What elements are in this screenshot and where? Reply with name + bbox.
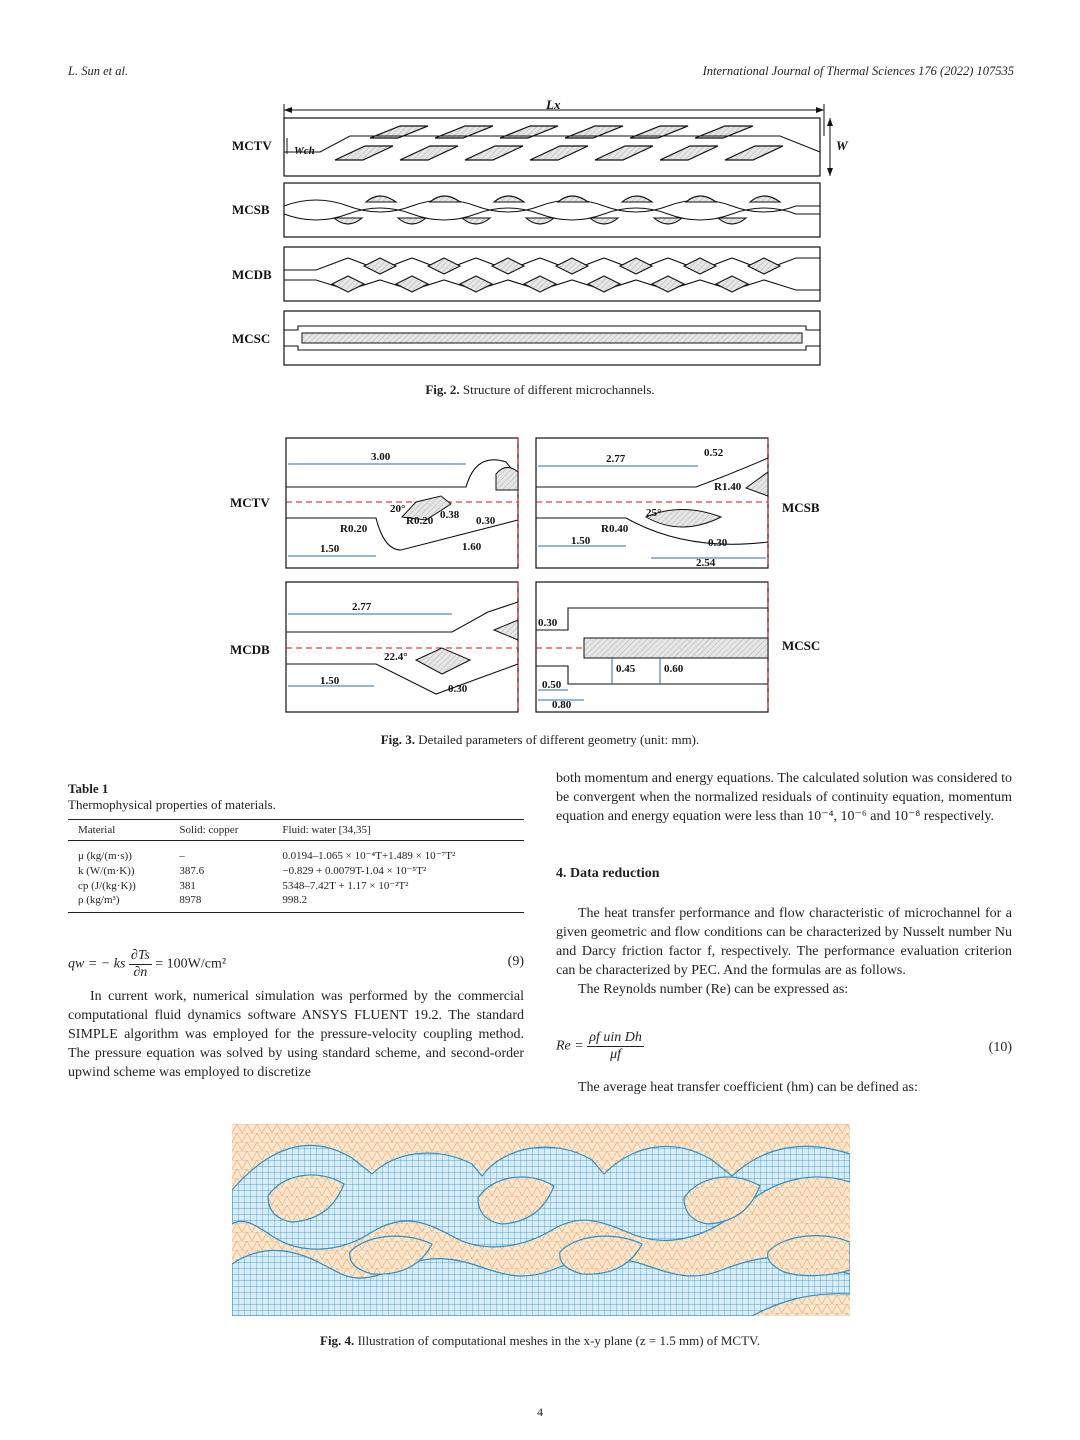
eq10-numerator: ρf uin Dh: [589, 1030, 642, 1045]
equation-9-math: [68, 948, 226, 981]
table-cell: 8978: [179, 894, 202, 906]
equation-10-number: (10): [988, 1040, 1012, 1055]
dim-w: W: [836, 138, 848, 153]
fig4-caption-label: Fig. 4.: [320, 1333, 355, 1348]
mcsb-dim-5: R0.40: [601, 523, 629, 535]
fig3-caption-label: Fig. 3.: [380, 732, 416, 747]
left-column-text: [68, 987, 524, 1082]
fig2-label-mcsc: MCSC: [232, 331, 271, 346]
mctv-dim-7: 1.50: [320, 543, 340, 555]
mcsb-dim-4: 25°: [646, 507, 662, 519]
properties-table: [68, 819, 524, 913]
table-title: Table 1: [68, 781, 109, 796]
table-cell: 381: [179, 879, 196, 892]
right-column-text-bottom: [556, 1078, 1012, 1097]
table-cell: 5348–7.42T + 1.17 × 10⁻²T²: [282, 880, 409, 892]
mcdb-dim-2: 22.4°: [384, 651, 408, 663]
equation-9: [68, 948, 524, 978]
table-row: [68, 893, 524, 913]
fig2-label-mctv: MCTV: [232, 138, 272, 153]
fig2-caption: [0, 382, 1080, 398]
mctv-dim-6: R0.20: [340, 523, 368, 535]
fig4-caption: [0, 1333, 1080, 1349]
fig3-caption-text: Detailed parameters of different geometry (unit: mm).: [418, 732, 700, 747]
eq9-lhs: qw = − ks: [68, 956, 126, 972]
table-header-cell: Material: [78, 824, 116, 836]
mctv-dim-2: 20°: [390, 503, 406, 515]
mctv-dim-4: 0.38: [440, 509, 460, 521]
fig2-label-mcsb: MCSB: [232, 202, 270, 217]
dim-lx: Lx: [546, 98, 561, 112]
mctv-dim-8: 1.60: [462, 541, 482, 553]
eq10-denominator: μf: [610, 1047, 621, 1062]
paragraph: The heat transfer performance and flow characteristic of microchannel for a given geometric and flow conditions can be characterized by Nusselt number Nu and Darcy friction factor f, respectively. The performance evaluation criterion can be characterized by PEC. And the formulas are as follows.: [556, 906, 1012, 978]
fig3-label-mcsc: MCSC: [782, 638, 821, 653]
fig3-caption: [0, 732, 1080, 748]
figure-2: [220, 98, 860, 378]
table-row: [68, 863, 524, 878]
table-cell: −0.829 + 0.0079T-1.04 × 10⁻⁵T²: [282, 865, 427, 877]
table-cell: –: [179, 849, 185, 862]
eq9-fraction: [129, 948, 152, 981]
fig3-label-mcdb: MCDB: [230, 642, 270, 657]
mctv-dim-5: 0.30: [476, 515, 496, 527]
fig2-caption-text: Structure of different microchannels.: [462, 382, 655, 397]
mcsb-dim-1: 2.77: [606, 453, 626, 465]
paragraph: The average heat transfer coefficient (hm) can be defined as:: [578, 1080, 918, 1095]
figure-4-mesh: [232, 1124, 850, 1316]
mcsb-dim-7: 0.30: [708, 537, 728, 549]
table-header-cell: Fluid: water [34,35]: [282, 824, 371, 836]
fig3-label-mcsb: MCSB: [782, 500, 820, 515]
table-header-cell: Solid: copper: [179, 824, 239, 836]
mcdb-dim-3: 1.50: [320, 675, 340, 687]
mcsc-dim-3: 0.60: [664, 663, 684, 675]
mcsc-dim-1: 0.30: [538, 617, 558, 629]
equation-10: [556, 1030, 1012, 1070]
section-heading: 4. Data reduction: [556, 866, 660, 881]
mcsb-dim-6: 1.50: [571, 535, 591, 547]
running-header-authors: L. Sun et al.: [68, 64, 129, 78]
equation-9-number: (9): [507, 954, 524, 969]
mcdb-dim-1: 2.77: [352, 601, 372, 613]
paragraph: The Reynolds number (Re) can be expressed as:: [578, 982, 849, 997]
dim-wch: Wch: [294, 145, 315, 157]
mcsc-dim-5: 0.80: [552, 699, 572, 711]
mcsb-dim-3: R1.40: [714, 481, 742, 493]
right-column-text-top: [556, 769, 1012, 826]
mctv-dim-3: R0.20: [406, 515, 434, 527]
figure-3: [226, 432, 836, 722]
right-column-text-mid: [556, 904, 1012, 999]
eq9-numerator: ∂Ts: [130, 948, 150, 963]
eq9-rhs: = 100W/cm²: [155, 956, 227, 972]
fig3-label-mctv: MCTV: [230, 495, 270, 510]
table-row: [68, 878, 524, 893]
eq10-lhs: Re =: [556, 1038, 584, 1054]
table-subtitle: Thermophysical properties of materials.: [68, 797, 276, 812]
eq10-fraction: [587, 1030, 644, 1063]
fig2-caption-label: Fig. 2.: [425, 382, 460, 397]
mcsc-dim-2: 0.45: [616, 663, 636, 675]
fig4-caption-text: Illustration of computational meshes in the x-y plane (z = 1.5 mm) of MCTV.: [357, 1333, 760, 1348]
eq9-denominator: ∂n: [133, 965, 148, 980]
mcsc-dim-4: 0.50: [542, 679, 562, 691]
page-number: 4: [537, 1405, 543, 1419]
mcdb-dim-4: 0.30: [448, 683, 468, 695]
fig2-label-mcdb: MCDB: [232, 267, 272, 282]
table-cell: cp (J/(kg·K)): [78, 879, 136, 892]
table-row: [68, 841, 524, 864]
table-cell: 998.2: [282, 894, 308, 906]
table-cell: μ (kg/(m·s)): [78, 849, 132, 862]
table-cell: 387.6: [179, 864, 205, 877]
table-cell: 0.0194–1.065 × 10⁻⁴T+1.489 × 10⁻⁷T²: [282, 850, 456, 862]
paragraph: In current work, numerical simulation was performed by the commercial computational fluid dynamics software ANSYS FLUENT 19.2. The standard SIMPLE algorithm was employed for the pressure-velocity coupling method. The pressure equation was solved by using standard scheme, and second-order upwind scheme was employed to discretize: [68, 989, 524, 1080]
table-cell: ρ (kg/m³): [78, 894, 120, 906]
mcsb-dim-8: 2.54: [696, 557, 716, 569]
mcsb-dim-2: 0.52: [704, 447, 724, 459]
table-1: [68, 781, 524, 913]
mctv-dim-1: 3.00: [371, 451, 391, 463]
table-cell: k (W/(m·K)): [78, 864, 135, 877]
table-header-row: [68, 820, 524, 841]
running-header-journal: International Journal of Thermal Sciences 176 (2022) 107535: [702, 64, 1014, 78]
paragraph: both momentum and energy equations. The calculated solution was considered to be convergent when the normalized residuals of continuity equation, momentum equation and energy equation were less than 10⁻⁴, 10⁻⁶ and 10⁻⁸ respectively.: [556, 771, 1012, 824]
